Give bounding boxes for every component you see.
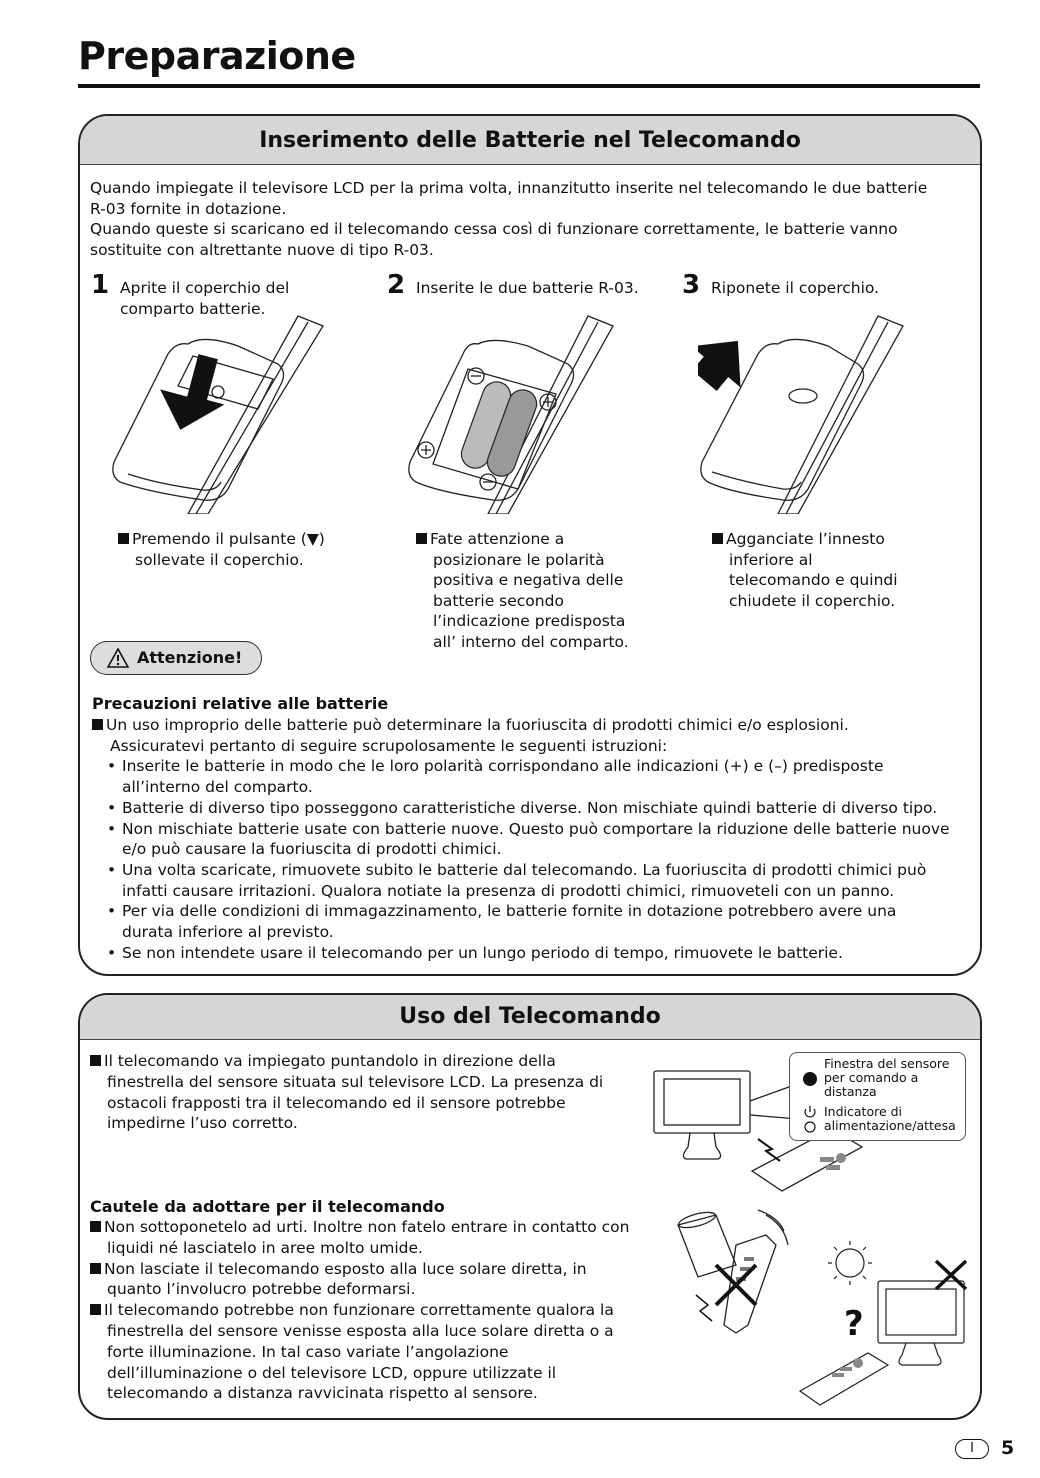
remote-liquid-warning-illustration: [666, 1205, 806, 1345]
step-3-text: Riponete il coperchio.: [711, 279, 880, 297]
step-2-note: Fate attenzione a posizionare le polarità positiva e negativa delle batterie secondo l’indicazione predisposta all’ interno del comparto.: [416, 529, 629, 653]
cautions-list: Non sottoponetelo ad urti. Inoltre non fatelo entrare in contatto con liquidi né lasciatelo in aree molto umide. Non lasciate il telecomando esposto alla luce solare diretta, in quanto l’involucro potrebbe deformarsi. Il telecomando potrebbe non funzionare correttamente qualora la finestrella del sensore venisse esposta alla luce solare diretta o a forte illuminazione. In tal caso variate l’angolazione dell’illuminazione o del televisore LCD, oppure utilizzate il telecomando a distanza ravvicinata rispetto al sensore.: [90, 1217, 650, 1404]
batteries-section: [78, 114, 982, 976]
warning-triangle-icon: [107, 648, 129, 668]
language-marker: I: [955, 1439, 989, 1459]
precaution-item: • Non mischiate batterie usate con batterie nuove. Questo può comportare la riduzione delle batterie nuove e/o può causare la fuoriuscita di prodotti chimici.: [110, 819, 972, 860]
remote-open-cover-illustration: [108, 314, 328, 514]
precautions-list: Un uso improprio delle batterie può determinare la fuoriuscita di prodotti chimici e/o esplosioni. Assicuratevi pertanto di seguire scrupolosamente le seguenti istruzioni: • Inserite le batterie in modo che le loro polarità corrispondano alle indicazioni (+) e (–) predisposte all’interno del comparto. • Batterie di diverso tipo posseggono caratteristiche diverse. Non mischiate quindi batterie di diverso tipo. • Non mischiate batterie usate con batterie nuove. Questo può comportare la riduzione delle batterie nuove e/o può causare la fuoriuscita di prodotti chimici. • Una volta scaricate, rimuovete subito le batterie dal telecomando. La fuoriuscita di prodotti chimici può infatti causare irritazioni. Qualora notiate la presenza di prodotti chimici, rimuoveteli con un panno. • Per via delle condizioni di immagazzinamento, le batterie fornite in dotazione potrebbero avere una durata inferiore al previsto. • Se non intendete usare il telecomando per un lungo periodo di tempo, rimuovete le batterie.: [92, 715, 972, 963]
step-1-text: Aprite il coperchio del comparto batterie.: [120, 279, 290, 318]
batteries-intro: Quando impiegate il televisore LCD per la prima volta, innanzitutto inserite nel telecomando le due batterie R-03 fornite in dotazione. Quando queste si scaricano ed il telecomando cessa così di funzionare correttamente, le batterie vanno sostituite con altrettante nuove di tipo R-03.: [90, 179, 928, 259]
precautions-title: Precauzioni relative alle batterie: [92, 694, 389, 713]
sensor-label: Finestra del sensore per comando a distanza: [824, 1056, 950, 1099]
precaution-item: • Per via delle condizioni di immagazzinamento, le batterie fornite in dotazione potrebbero avere una durata inferiore al previsto.: [110, 901, 972, 942]
precaution-item: • Inserite le batterie in modo che le loro polarità corrispondano alle indicazioni (+) e (–) predisposte all’interno del comparto.: [110, 756, 972, 797]
svg-text:?: ?: [844, 1304, 864, 1344]
sensor-dot-icon: [802, 1071, 818, 1087]
remote-close-cover-illustration: [698, 314, 918, 514]
step-2-text: Inserite le due batterie R-03.: [416, 279, 639, 297]
power-standby-icon: [802, 1105, 818, 1135]
usage-section: [78, 993, 982, 1420]
step-1-number: 1: [91, 270, 110, 300]
cautions-title: Cautele da adottare per il telecomando: [90, 1197, 445, 1216]
batteries-heading: Inserimento delle Batterie nel Telecomando: [80, 116, 980, 165]
usage-text: Il telecomando va impiegato puntandolo in direzione della finestrella del sensore situata sul televisore LCD. La presenza di ostacoli frapposti tra il telecomando ed il sensore potrebbe impedirne l’uso corretto.: [90, 1051, 635, 1134]
sensor-callout: [789, 1052, 966, 1141]
sunlight-warning-illustration: [788, 1233, 978, 1413]
step-1-note: Premendo il pulsante (▼) sollevate il coperchio.: [118, 529, 325, 570]
precaution-item: • Batterie di diverso tipo posseggono caratteristiche diverse. Non mischiate quindi batterie di diverso tipo.: [110, 798, 972, 819]
warning-badge: Attenzione!: [90, 641, 262, 675]
remote-batteries-illustration: [408, 314, 628, 514]
title-rule: [78, 84, 980, 88]
indicator-label: Indicatore di alimentazione/attesa: [824, 1104, 956, 1133]
usage-heading: Uso del Telecomando: [80, 995, 980, 1040]
step-3-note: Agganciate l’innesto inferiore al telecomando e quindi chiudete il coperchio.: [712, 529, 898, 611]
precaution-item: • Se non intendete usare il telecomando per un lungo periodo di tempo, rimuovete le batterie.: [110, 943, 972, 964]
page-title: Preparazione: [78, 34, 356, 78]
precaution-item: • Una volta scaricate, rimuovete subito le batterie dal telecomando. La fuoriuscita di prodotti chimici può infatti causare irritazioni. Qualora notiate la presenza di prodotti chimici, rimuoveteli con un panno.: [110, 860, 972, 901]
step-2-number: 2: [387, 270, 406, 300]
step-3-number: 3: [682, 270, 701, 300]
